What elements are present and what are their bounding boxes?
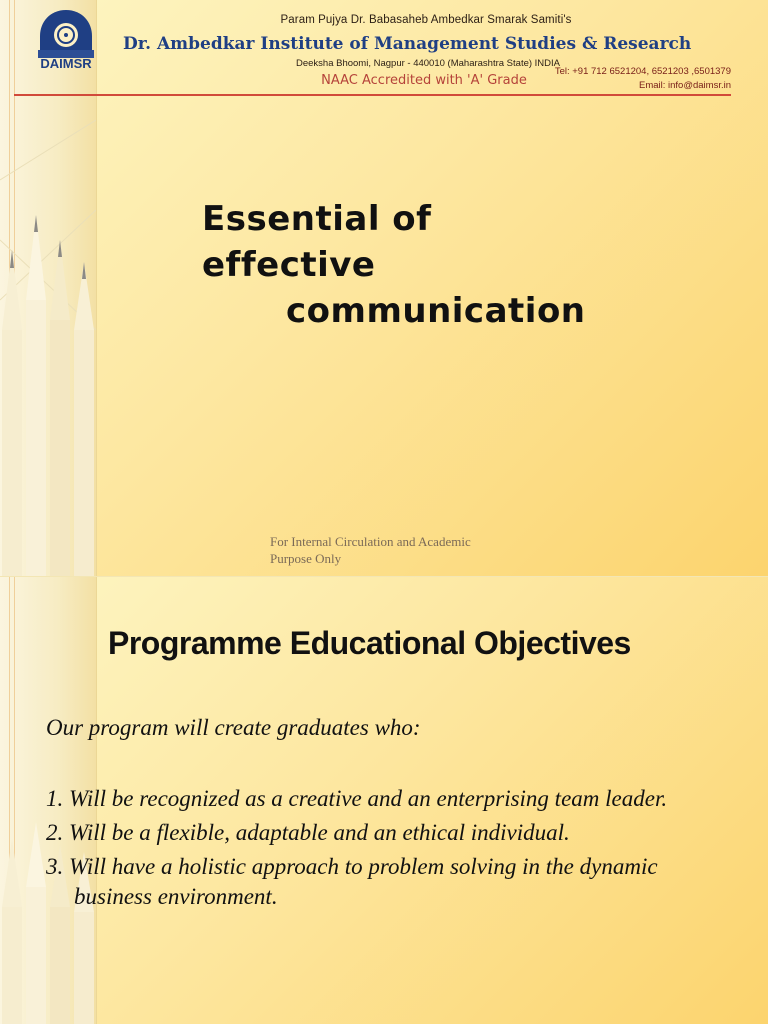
objectives-intro: Our program will create graduates who: bbox=[46, 715, 421, 740]
phone-number: Tel: +91 712 6521204, 6521203 ,6501379 bbox=[554, 66, 731, 77]
decorative-side-strip bbox=[0, 0, 97, 576]
header-divider bbox=[14, 94, 731, 96]
circulation-notice-line-2: Purpose Only bbox=[270, 551, 342, 566]
list-item: 3. Will have a holistic approach to problem solving in the dynamic business environment. bbox=[46, 854, 658, 909]
logo-text: DAIMSR bbox=[40, 56, 92, 71]
slide-1-title-line-2: communication bbox=[286, 291, 586, 331]
email-address: Email: info@daimsr.in bbox=[638, 80, 731, 91]
trust-name: Param Pujya Dr. Babasaheb Ambedkar Smarak Samiti's bbox=[280, 14, 572, 26]
contact-info bbox=[555, 65, 731, 93]
slide-1-title-line-1: Essential of effective bbox=[202, 199, 432, 285]
slide-1-title bbox=[170, 196, 590, 334]
accreditation-text: NAAC Accredited with 'A' Grade bbox=[321, 73, 527, 88]
objectives-list bbox=[46, 784, 736, 916]
list-item: 2. Will be a flexible, adaptable and an ethical individual. bbox=[46, 820, 570, 845]
circulation-notice bbox=[270, 533, 510, 567]
list-item: 1. Will be recognized as a creative and an enterprising team leader. bbox=[46, 786, 668, 811]
institute-address: Deeksha Bhoomi, Nagpur - 440010 (Maharashtra State) INDIA bbox=[295, 58, 561, 69]
circulation-notice-line-1: For Internal Circulation and Academic bbox=[270, 534, 471, 549]
slide-2-title: Programme Educational Objectives bbox=[108, 625, 631, 661]
institute-name: Dr. Ambedkar Institute of Management Studies & Research bbox=[123, 34, 692, 54]
pencils-decoration-icon bbox=[0, 0, 96, 576]
